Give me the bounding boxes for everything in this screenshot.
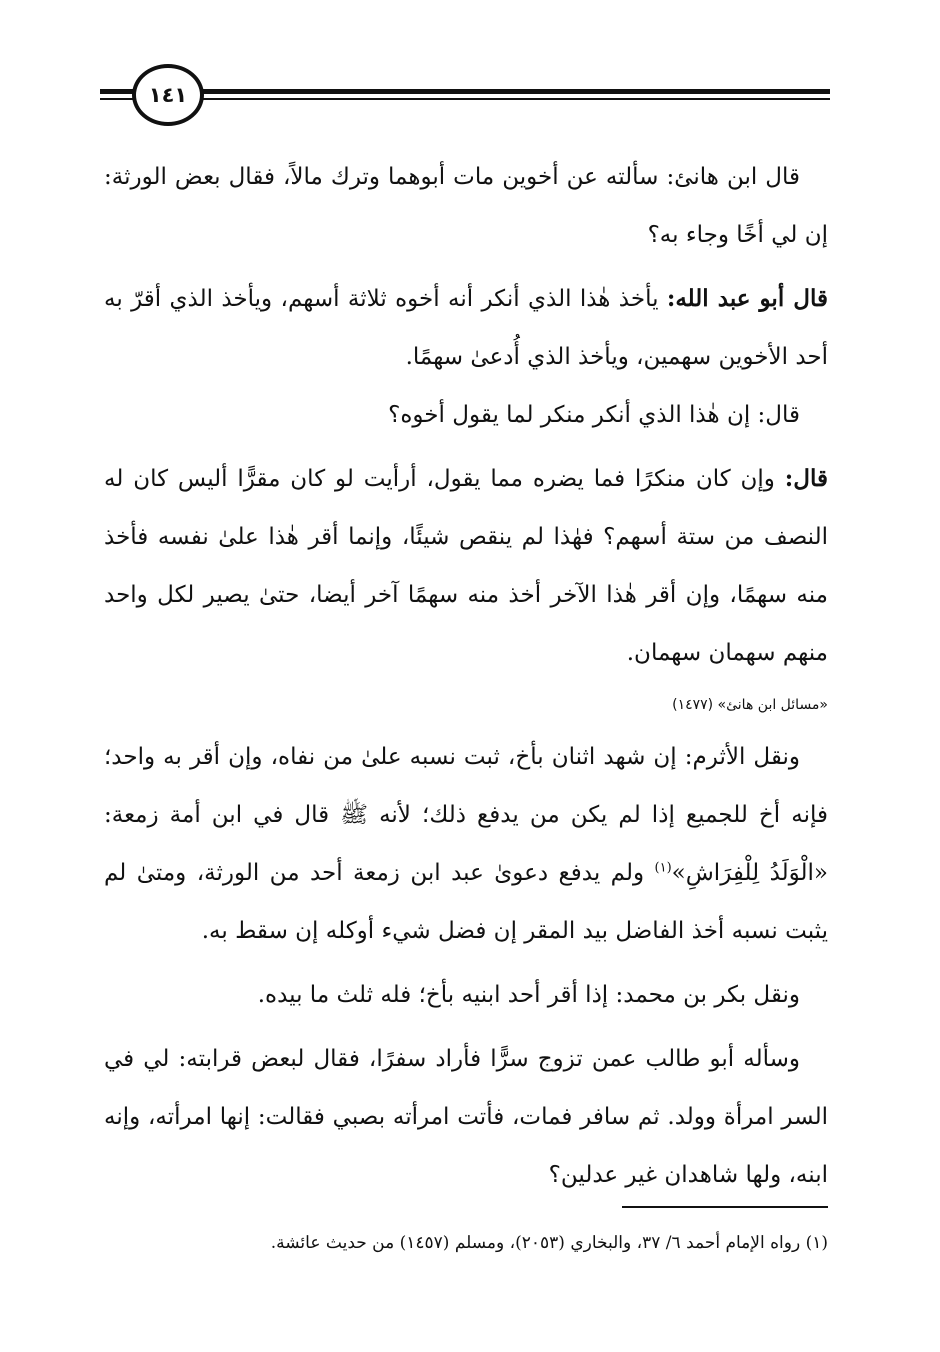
paragraph-athram-report [104, 728, 828, 960]
header-rule-thin [100, 98, 830, 100]
paragraph-bakr-report [104, 966, 828, 1024]
speaker-label: قال أبو عبد الله: [666, 285, 828, 312]
paragraph-text: ولم يدفع دعوىٰ عبد ابن زمعة أحد من الورثة، ومتىٰ لم يثبت نسبه أخذ الفاضل بيد المقر إن فضل شيء أوكله إن سقط به. [104, 860, 828, 944]
footnote-marker: (١) [805, 1233, 828, 1253]
speaker-label: قال: [784, 465, 828, 492]
paragraph-text: قال: إن هٰذا الذي أنكر منكر لما يقول أخوه؟ [388, 402, 800, 428]
footnote [104, 1228, 828, 1258]
paragraph-text: ونقل الأثرم: إن شهد اثنان بأخ، ثبت نسبه علىٰ من نفاه، وإن أقر به واحد؛ فإنه أخ للجميع إذا لم يكن من يدفع ذلك؛ لأنه ﷺ قال في ابن أمة زمعة: «الْوَلَدُ لِلْفِرَاشِ» [104, 744, 829, 886]
main-text [104, 148, 828, 1204]
page-number: ١٤١ [148, 83, 188, 107]
page-header [100, 64, 830, 128]
paragraph-abu-talib-question [104, 1030, 828, 1204]
source-reference: «مسائل ابن هانئ» (١٤٧٧) [672, 697, 828, 713]
paragraph-follow-up-answer [104, 450, 828, 682]
paragraph-text: قال ابن هانئ: سألته عن أخوين مات أبوهما وترك مالاً، فقال بعض الورثة: إن لي أخًا وجاء به؟ [104, 164, 828, 248]
paragraph-text: ونقل بكر بن محمد: إذا أقر أحد ابنيه بأخ؛ فله ثلث ما بيده. [257, 982, 800, 1008]
footnote-text: رواه الإمام أحمد ٦/ ٣٧، والبخاري (٢٠٥٣)، ومسلم (١٤٥٧) من حديث عائشة. [270, 1233, 806, 1253]
paragraph-follow-up-question [104, 386, 828, 444]
paragraph-text: وإن كان منكرًا فما يضره مما يقول، أرأيت لو كان مقرًّا أليس كان له النصف من ستة أسهم؟ فهٰذا لم ينقص شيئًا، وإنما أقر هٰذا علىٰ نفسه فأخذ منه سهمًا، وإن أقر هٰذا الآخر أخذ منه سهمًا آخر أيضا، حتىٰ يصير لكل واحد منهم سهمان سهمان. [104, 466, 828, 666]
paragraph-text: يأخذ هٰذا الذي أنكر أنه أخوه ثلاثة أسهم، ويأخذ الذي أقرّ به أحد الأخوين سهمين، ويأخذ الذي أُدعىٰ سهمًا. [104, 286, 828, 370]
paragraph-text: وسأله أبو طالب عمن تزوج سرًّا فأراد سفرًا، فقال لبعض قرابته: لي في السر امرأة وولد. ثم سافر فمات، فأتت امرأته بصبي فقالت: إنها امرأته، وإنه ابنه، ولها شاهدان غير عدلين؟ [104, 1046, 828, 1188]
footnote-reference: (١) [654, 860, 672, 876]
header-rule-thick [100, 89, 830, 94]
paragraph-ibn-hani-question [104, 148, 828, 264]
footnote-divider [622, 1206, 828, 1208]
page-number-badge [132, 64, 204, 126]
paragraph-abu-abdullah-answer [104, 270, 828, 386]
